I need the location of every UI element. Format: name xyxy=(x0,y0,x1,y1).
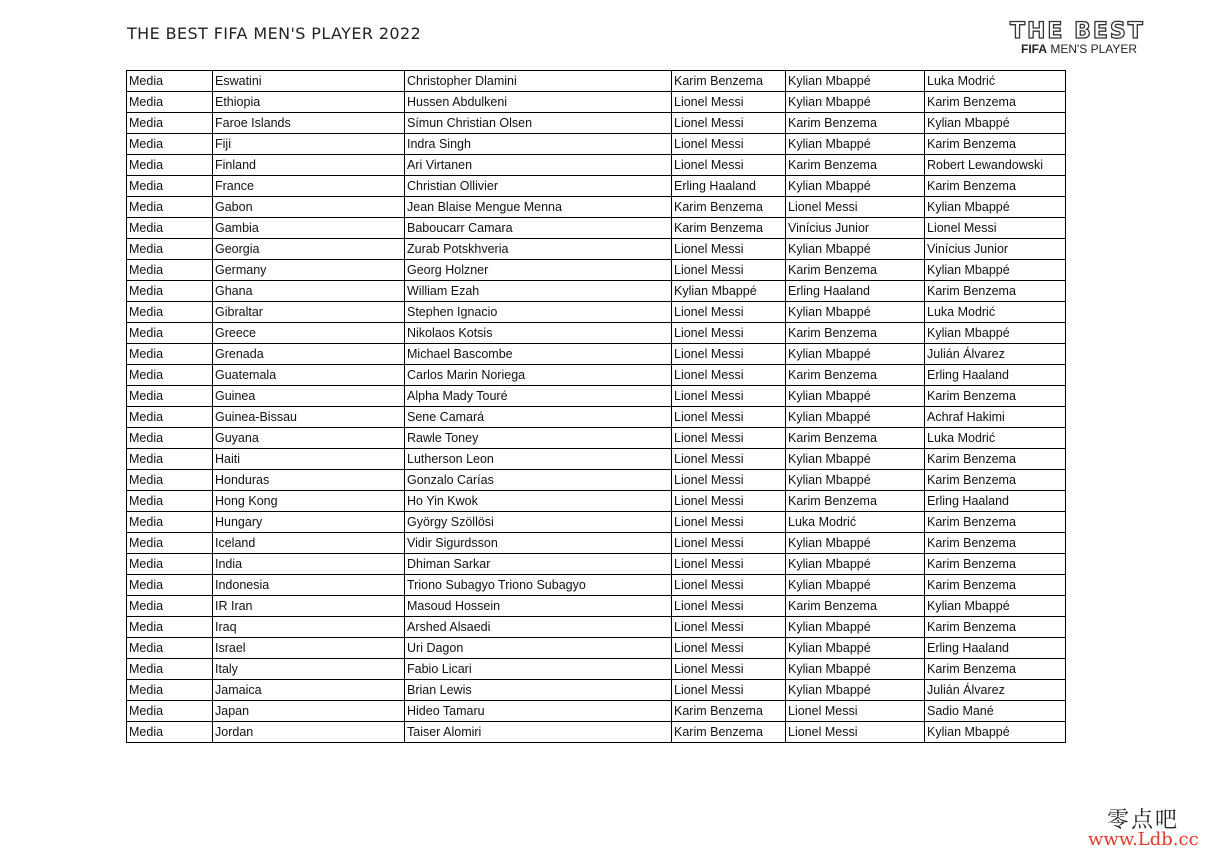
third-place-cell: Karim Benzema xyxy=(925,533,1066,554)
third-place-cell: Kylian Mbappé xyxy=(925,323,1066,344)
logo-fifa: FIFA xyxy=(1021,42,1047,56)
first-place-cell: Lionel Messi xyxy=(672,596,786,617)
third-place-cell: Karim Benzema xyxy=(925,659,1066,680)
third-place-cell: Achraf Hakimi xyxy=(925,407,1066,428)
votes-table-body xyxy=(127,71,1066,743)
third-place-cell: Vinícius Junior xyxy=(925,239,1066,260)
table-row xyxy=(127,596,1066,617)
country-cell: Iceland xyxy=(213,533,405,554)
third-place-cell: Luka Modrić xyxy=(925,428,1066,449)
second-place-cell: Kylian Mbappé xyxy=(786,554,925,575)
first-place-cell: Lionel Messi xyxy=(672,344,786,365)
the-best-logo xyxy=(1004,20,1154,60)
voter-name-cell: Lutherson Leon xyxy=(405,449,672,470)
second-place-cell: Kylian Mbappé xyxy=(786,533,925,554)
second-place-cell: Kylian Mbappé xyxy=(786,71,925,92)
table-row xyxy=(127,554,1066,575)
category-cell: Media xyxy=(127,428,213,449)
logo-subtitle xyxy=(1021,42,1137,56)
third-place-cell: Luka Modrić xyxy=(925,302,1066,323)
third-place-cell: Kylian Mbappé xyxy=(925,113,1066,134)
table-row xyxy=(127,491,1066,512)
third-place-cell: Karim Benzema xyxy=(925,512,1066,533)
table-row xyxy=(127,449,1066,470)
first-place-cell: Lionel Messi xyxy=(672,470,786,491)
first-place-cell: Lionel Messi xyxy=(672,260,786,281)
category-cell: Media xyxy=(127,239,213,260)
table-row xyxy=(127,533,1066,554)
voter-name-cell: Ho Yin Kwok xyxy=(405,491,672,512)
voter-name-cell: William Ezah xyxy=(405,281,672,302)
table-row xyxy=(127,722,1066,743)
category-cell: Media xyxy=(127,449,213,470)
category-cell: Media xyxy=(127,155,213,176)
third-place-cell: Kylian Mbappé xyxy=(925,722,1066,743)
category-cell: Media xyxy=(127,260,213,281)
second-place-cell: Karim Benzema xyxy=(786,365,925,386)
voter-name-cell: Vidir Sigurdsson xyxy=(405,533,672,554)
voter-name-cell: Nikolaos Kotsis xyxy=(405,323,672,344)
country-cell: Jordan xyxy=(213,722,405,743)
voter-name-cell: Taiser Alomiri xyxy=(405,722,672,743)
table-row xyxy=(127,239,1066,260)
country-cell: Fiji xyxy=(213,134,405,155)
third-place-cell: Karim Benzema xyxy=(925,554,1066,575)
third-place-cell: Robert Lewandowski xyxy=(925,155,1066,176)
voter-name-cell: Hussen Abdulkeni xyxy=(405,92,672,113)
second-place-cell: Erling Haaland xyxy=(786,281,925,302)
voter-name-cell: Christopher Dlamini xyxy=(405,71,672,92)
watermark-url: www.Ldb.cc xyxy=(1088,829,1199,850)
second-place-cell: Luka Modrić xyxy=(786,512,925,533)
second-place-cell: Karim Benzema xyxy=(786,155,925,176)
country-cell: Guinea-Bissau xyxy=(213,407,405,428)
voter-name-cell: Indra Singh xyxy=(405,134,672,155)
country-cell: Israel xyxy=(213,638,405,659)
first-place-cell: Kylian Mbappé xyxy=(672,281,786,302)
table-row xyxy=(127,155,1066,176)
voter-name-cell: Sene Camará xyxy=(405,407,672,428)
country-cell: Guatemala xyxy=(213,365,405,386)
first-place-cell: Lionel Messi xyxy=(672,554,786,575)
voter-name-cell: Rawle Toney xyxy=(405,428,672,449)
category-cell: Media xyxy=(127,407,213,428)
second-place-cell: Lionel Messi xyxy=(786,722,925,743)
category-cell: Media xyxy=(127,596,213,617)
third-place-cell: Sadio Mané xyxy=(925,701,1066,722)
table-row xyxy=(127,701,1066,722)
first-place-cell: Lionel Messi xyxy=(672,134,786,155)
second-place-cell: Karim Benzema xyxy=(786,491,925,512)
category-cell: Media xyxy=(127,512,213,533)
third-place-cell: Karim Benzema xyxy=(925,449,1066,470)
first-place-cell: Lionel Messi xyxy=(672,533,786,554)
table-row xyxy=(127,197,1066,218)
first-place-cell: Lionel Messi xyxy=(672,617,786,638)
first-place-cell: Lionel Messi xyxy=(672,113,786,134)
voter-name-cell: Jean Blaise Mengue Menna xyxy=(405,197,672,218)
second-place-cell: Kylian Mbappé xyxy=(786,407,925,428)
first-place-cell: Lionel Messi xyxy=(672,680,786,701)
table-row xyxy=(127,344,1066,365)
table-row xyxy=(127,113,1066,134)
voter-name-cell: Fabio Licari xyxy=(405,659,672,680)
country-cell: Greece xyxy=(213,323,405,344)
third-place-cell: Kylian Mbappé xyxy=(925,197,1066,218)
second-place-cell: Vinícius Junior xyxy=(786,218,925,239)
table-row xyxy=(127,281,1066,302)
voter-name-cell: Masoud Hossein xyxy=(405,596,672,617)
category-cell: Media xyxy=(127,365,213,386)
second-place-cell: Kylian Mbappé xyxy=(786,386,925,407)
second-place-cell: Lionel Messi xyxy=(786,701,925,722)
category-cell: Media xyxy=(127,533,213,554)
third-place-cell: Karim Benzema xyxy=(925,281,1066,302)
third-place-cell: Karim Benzema xyxy=(925,617,1066,638)
category-cell: Media xyxy=(127,701,213,722)
third-place-cell: Luka Modrić xyxy=(925,71,1066,92)
second-place-cell: Kylian Mbappé xyxy=(786,575,925,596)
second-place-cell: Karim Benzema xyxy=(786,113,925,134)
voter-name-cell: Alpha Mady Touré xyxy=(405,386,672,407)
voter-name-cell: Georg Holzner xyxy=(405,260,672,281)
category-cell: Media xyxy=(127,680,213,701)
second-place-cell: Kylian Mbappé xyxy=(786,638,925,659)
table-row xyxy=(127,470,1066,491)
first-place-cell: Lionel Messi xyxy=(672,407,786,428)
voter-name-cell: Baboucarr Camara xyxy=(405,218,672,239)
third-place-cell: Kylian Mbappé xyxy=(925,260,1066,281)
second-place-cell: Lionel Messi xyxy=(786,197,925,218)
first-place-cell: Lionel Messi xyxy=(672,302,786,323)
table-row xyxy=(127,407,1066,428)
first-place-cell: Lionel Messi xyxy=(672,449,786,470)
country-cell: Ghana xyxy=(213,281,405,302)
first-place-cell: Lionel Messi xyxy=(672,386,786,407)
third-place-cell: Kylian Mbappé xyxy=(925,596,1066,617)
country-cell: Ethiopia xyxy=(213,92,405,113)
country-cell: Eswatini xyxy=(213,71,405,92)
second-place-cell: Karim Benzema xyxy=(786,323,925,344)
voter-name-cell: Hideo Tamaru xyxy=(405,701,672,722)
country-cell: Japan xyxy=(213,701,405,722)
table-row xyxy=(127,302,1066,323)
voter-name-cell: Brian Lewis xyxy=(405,680,672,701)
table-row xyxy=(127,386,1066,407)
first-place-cell: Karim Benzema xyxy=(672,197,786,218)
category-cell: Media xyxy=(127,176,213,197)
voter-name-cell: Uri Dagon xyxy=(405,638,672,659)
second-place-cell: Kylian Mbappé xyxy=(786,470,925,491)
votes-table xyxy=(126,70,1066,743)
category-cell: Media xyxy=(127,554,213,575)
second-place-cell: Karim Benzema xyxy=(786,260,925,281)
country-cell: Italy xyxy=(213,659,405,680)
logo-subtitle-text: MEN'S PLAYER xyxy=(1047,42,1138,56)
country-cell: Guyana xyxy=(213,428,405,449)
second-place-cell: Kylian Mbappé xyxy=(786,449,925,470)
second-place-cell: Kylian Mbappé xyxy=(786,92,925,113)
table-row xyxy=(127,512,1066,533)
country-cell: Iraq xyxy=(213,617,405,638)
table-row xyxy=(127,680,1066,701)
third-place-cell: Karim Benzema xyxy=(925,470,1066,491)
logo-wordmark: THE BEST xyxy=(1010,19,1145,44)
first-place-cell: Karim Benzema xyxy=(672,218,786,239)
category-cell: Media xyxy=(127,344,213,365)
voter-name-cell: Triono Subagyo Triono Subagyo xyxy=(405,575,672,596)
first-place-cell: Lionel Messi xyxy=(672,575,786,596)
third-place-cell: Karim Benzema xyxy=(925,575,1066,596)
third-place-cell: Erling Haaland xyxy=(925,365,1066,386)
first-place-cell: Karim Benzema xyxy=(672,701,786,722)
country-cell: Faroe Islands xyxy=(213,113,405,134)
second-place-cell: Kylian Mbappé xyxy=(786,344,925,365)
first-place-cell: Lionel Messi xyxy=(672,491,786,512)
second-place-cell: Kylian Mbappé xyxy=(786,680,925,701)
country-cell: Gabon xyxy=(213,197,405,218)
voter-name-cell: Dhiman Sarkar xyxy=(405,554,672,575)
first-place-cell: Lionel Messi xyxy=(672,365,786,386)
first-place-cell: Lionel Messi xyxy=(672,512,786,533)
first-place-cell: Karim Benzema xyxy=(672,722,786,743)
category-cell: Media xyxy=(127,302,213,323)
first-place-cell: Lionel Messi xyxy=(672,239,786,260)
first-place-cell: Lionel Messi xyxy=(672,92,786,113)
table-row xyxy=(127,365,1066,386)
watermark-chinese: 零点吧 xyxy=(1107,808,1180,833)
table-row xyxy=(127,428,1066,449)
category-cell: Media xyxy=(127,134,213,155)
third-place-cell: Julián Álvarez xyxy=(925,680,1066,701)
category-cell: Media xyxy=(127,491,213,512)
table-row xyxy=(127,92,1066,113)
first-place-cell: Erling Haaland xyxy=(672,176,786,197)
third-place-cell: Erling Haaland xyxy=(925,491,1066,512)
page-title: THE BEST FIFA MEN'S PLAYER 2022 xyxy=(127,24,422,43)
second-place-cell: Karim Benzema xyxy=(786,596,925,617)
country-cell: Jamaica xyxy=(213,680,405,701)
country-cell: Finland xyxy=(213,155,405,176)
table-row xyxy=(127,71,1066,92)
voter-name-cell: Zurab Potskhveria xyxy=(405,239,672,260)
first-place-cell: Lionel Messi xyxy=(672,155,786,176)
category-cell: Media xyxy=(127,218,213,239)
voter-name-cell: Carlos Marin Noriega xyxy=(405,365,672,386)
country-cell: Hong Kong xyxy=(213,491,405,512)
voter-name-cell: Stephen Ignacio xyxy=(405,302,672,323)
country-cell: Grenada xyxy=(213,344,405,365)
third-place-cell: Julián Álvarez xyxy=(925,344,1066,365)
category-cell: Media xyxy=(127,281,213,302)
third-place-cell: Karim Benzema xyxy=(925,176,1066,197)
category-cell: Media xyxy=(127,92,213,113)
country-cell: Guinea xyxy=(213,386,405,407)
country-cell: Georgia xyxy=(213,239,405,260)
category-cell: Media xyxy=(127,71,213,92)
table-row xyxy=(127,659,1066,680)
second-place-cell: Kylian Mbappé xyxy=(786,239,925,260)
category-cell: Media xyxy=(127,323,213,344)
country-cell: Indonesia xyxy=(213,575,405,596)
first-place-cell: Lionel Messi xyxy=(672,638,786,659)
category-cell: Media xyxy=(127,638,213,659)
category-cell: Media xyxy=(127,113,213,134)
country-cell: Honduras xyxy=(213,470,405,491)
country-cell: Gambia xyxy=(213,218,405,239)
third-place-cell: Karim Benzema xyxy=(925,386,1066,407)
table-row xyxy=(127,575,1066,596)
first-place-cell: Lionel Messi xyxy=(672,659,786,680)
third-place-cell: Erling Haaland xyxy=(925,638,1066,659)
country-cell: Hungary xyxy=(213,512,405,533)
country-cell: Gibraltar xyxy=(213,302,405,323)
table-row xyxy=(127,638,1066,659)
table-row xyxy=(127,218,1066,239)
first-place-cell: Karim Benzema xyxy=(672,71,786,92)
first-place-cell: Lionel Messi xyxy=(672,428,786,449)
country-cell: Germany xyxy=(213,260,405,281)
second-place-cell: Kylian Mbappé xyxy=(786,134,925,155)
second-place-cell: Kylian Mbappé xyxy=(786,176,925,197)
category-cell: Media xyxy=(127,722,213,743)
country-cell: Haiti xyxy=(213,449,405,470)
table-row xyxy=(127,617,1066,638)
voter-name-cell: Ari Virtanen xyxy=(405,155,672,176)
voter-name-cell: Gonzalo Carías xyxy=(405,470,672,491)
category-cell: Media xyxy=(127,386,213,407)
country-cell: IR Iran xyxy=(213,596,405,617)
country-cell: France xyxy=(213,176,405,197)
category-cell: Media xyxy=(127,470,213,491)
table-row xyxy=(127,134,1066,155)
second-place-cell: Kylian Mbappé xyxy=(786,659,925,680)
third-place-cell: Karim Benzema xyxy=(925,92,1066,113)
second-place-cell: Kylian Mbappé xyxy=(786,302,925,323)
voter-name-cell: Christian Ollivier xyxy=(405,176,672,197)
table-row xyxy=(127,176,1066,197)
second-place-cell: Kylian Mbappé xyxy=(786,617,925,638)
voter-name-cell: György Szöllösi xyxy=(405,512,672,533)
table-row xyxy=(127,323,1066,344)
category-cell: Media xyxy=(127,197,213,218)
table-row xyxy=(127,260,1066,281)
first-place-cell: Lionel Messi xyxy=(672,323,786,344)
category-cell: Media xyxy=(127,617,213,638)
voter-name-cell: Michael Bascombe xyxy=(405,344,672,365)
country-cell: India xyxy=(213,554,405,575)
third-place-cell: Karim Benzema xyxy=(925,134,1066,155)
second-place-cell: Karim Benzema xyxy=(786,428,925,449)
voter-name-cell: Arshed Alsaedi xyxy=(405,617,672,638)
category-cell: Media xyxy=(127,659,213,680)
third-place-cell: Lionel Messi xyxy=(925,218,1066,239)
voter-name-cell: Símun Christian Olsen xyxy=(405,113,672,134)
category-cell: Media xyxy=(127,575,213,596)
